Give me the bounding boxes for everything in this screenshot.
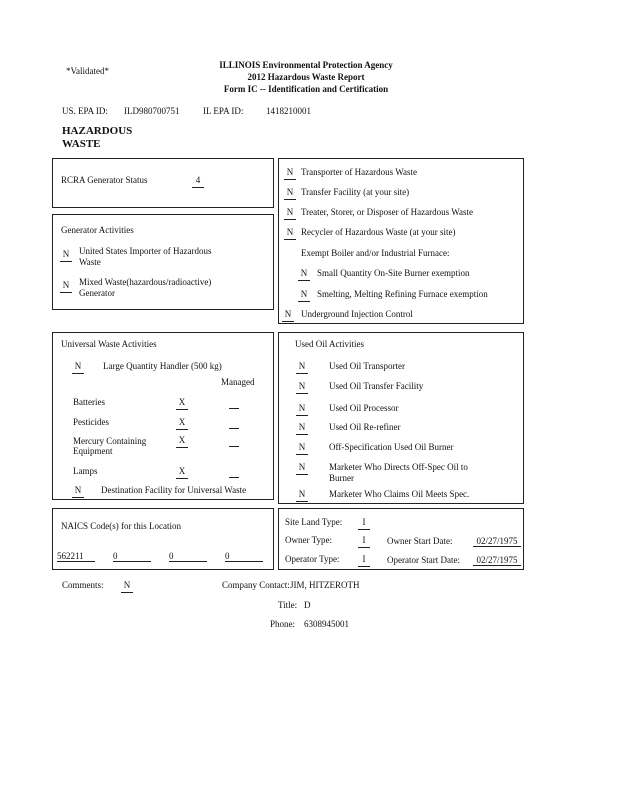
managed-header: Managed bbox=[221, 377, 255, 387]
naics-title: NAICS Code(s) for this Location bbox=[61, 521, 181, 531]
batteries-managed-blank bbox=[229, 408, 239, 409]
transfer-mark: N bbox=[286, 187, 294, 197]
site-land-type-value: I bbox=[359, 517, 369, 527]
destination-label: Destination Facility for Universal Waste bbox=[101, 485, 247, 495]
small-quantity-mark: N bbox=[300, 268, 308, 278]
importer-mark: N bbox=[62, 249, 70, 259]
naics-code-1: 562211 bbox=[57, 551, 95, 562]
company-contact-label: Company Contact: bbox=[222, 580, 290, 590]
universal-waste-box bbox=[52, 332, 274, 500]
mixed-waste-mark: N bbox=[62, 280, 70, 290]
lamps-managed-blank bbox=[229, 477, 239, 478]
marketer-claims-mark: N bbox=[298, 489, 306, 499]
used-oil-processor-mark: N bbox=[298, 403, 306, 413]
transporter-mark: N bbox=[286, 167, 294, 177]
validated-stamp: *Validated* bbox=[66, 66, 109, 76]
generator-activities-title: Generator Activities bbox=[61, 225, 134, 235]
phone-label: Phone: bbox=[270, 619, 296, 629]
naics-code-4: 0 bbox=[225, 551, 263, 562]
owner-type-label: Owner Type: bbox=[285, 535, 332, 545]
batteries-label: Batteries bbox=[73, 397, 105, 407]
operator-start-value: 02/27/1975 bbox=[473, 555, 521, 566]
mercury-label-2: Equipment bbox=[73, 446, 113, 456]
agency-name: ILLINOIS Environmental Protection Agency bbox=[219, 60, 393, 70]
operator-start-label: Operator Start Date: bbox=[387, 555, 460, 565]
lqh-mark: N bbox=[74, 361, 82, 371]
lamps-label: Lamps bbox=[73, 466, 98, 476]
report-title: 2012 Hazardous Waste Report bbox=[247, 72, 365, 82]
destination-mark: N bbox=[74, 485, 82, 495]
mixed-waste-label-2: Generator bbox=[79, 288, 115, 298]
used-oil-rerefiner-mark: N bbox=[298, 422, 306, 432]
pesticides-label: Pesticides bbox=[73, 417, 109, 427]
owner-type-value: I bbox=[359, 535, 369, 545]
uic-label: Underground Injection Control bbox=[301, 309, 413, 319]
mercury-mark: X bbox=[178, 435, 186, 445]
rcra-box bbox=[52, 158, 274, 208]
used-oil-transfer-label: Used Oil Transfer Facility bbox=[329, 381, 424, 391]
generator-activities-box bbox=[52, 214, 274, 310]
used-oil-box bbox=[278, 332, 524, 504]
pesticides-managed-blank bbox=[229, 428, 239, 429]
universal-waste-title: Universal Waste Activities bbox=[61, 339, 157, 349]
lamps-mark: X bbox=[178, 466, 186, 476]
used-oil-processor-label: Used Oil Processor bbox=[329, 403, 399, 413]
site-land-type-label: Site Land Type: bbox=[285, 517, 343, 527]
title-label: Title: bbox=[278, 600, 298, 610]
us-epa-id-label: US. EPA ID: bbox=[62, 106, 108, 116]
marketer-directs-mark: N bbox=[298, 462, 306, 472]
naics-code-3: 0 bbox=[169, 551, 207, 562]
mercury-label-1: Mercury Containing bbox=[73, 436, 147, 446]
owner-start-value: 02/27/1975 bbox=[473, 536, 521, 547]
owner-start-label: Owner Start Date: bbox=[387, 536, 453, 546]
il-epa-id-value: 1418210001 bbox=[266, 106, 311, 116]
operator-type-value: I bbox=[359, 554, 369, 564]
uic-mark: N bbox=[284, 309, 292, 319]
recycler-mark: N bbox=[286, 227, 294, 237]
mercury-managed-blank bbox=[229, 446, 239, 447]
phone-value: 6308945001 bbox=[304, 619, 349, 629]
treater-mark: N bbox=[286, 207, 294, 217]
used-oil-transporter-mark: N bbox=[298, 361, 306, 371]
naics-box bbox=[52, 508, 274, 570]
small-quantity-label: Small Quantity On-Site Burner exemption bbox=[317, 268, 470, 278]
us-epa-id-value: ILD980700751 bbox=[124, 106, 180, 116]
exempt-label: Exempt Boiler and/or Industrial Furnace: bbox=[301, 248, 450, 258]
facility-activities-box bbox=[278, 158, 524, 324]
transfer-label: Transfer Facility (at your site) bbox=[301, 187, 410, 197]
used-oil-title: Used Oil Activities bbox=[295, 339, 364, 349]
recycler-label: Recycler of Hazardous Waste (at your site) bbox=[301, 227, 456, 237]
offspec-burner-label: Off-Specification Used Oil Burner bbox=[329, 442, 454, 452]
comments-label: Comments: bbox=[62, 580, 104, 590]
treater-label: Treater, Storer, or Disposer of Hazardous Waste bbox=[301, 207, 474, 217]
used-oil-transfer-mark: N bbox=[298, 381, 306, 391]
batteries-mark: X bbox=[178, 397, 186, 407]
mixed-waste-label-1: Mixed Waste(hazardous/radioactive) bbox=[79, 277, 212, 287]
naics-code-2: 0 bbox=[113, 551, 151, 562]
importer-label-1: United States Importer of Hazardous bbox=[79, 246, 212, 256]
company-contact-value: JIM, HITZEROTH bbox=[290, 580, 360, 590]
operator-type-label: Operator Type: bbox=[285, 554, 340, 564]
title-value: D bbox=[304, 600, 311, 610]
form-title: Form IC -- Identification and Certification bbox=[223, 84, 389, 94]
comments-value: N bbox=[123, 580, 131, 590]
il-epa-id-label: IL EPA ID: bbox=[203, 106, 244, 116]
section-title-line2: WASTE bbox=[62, 138, 101, 150]
pesticides-mark: X bbox=[178, 417, 186, 427]
smelting-label: Smelting, Melting Refining Furnace exemption bbox=[317, 289, 488, 299]
marketer-claims-label: Marketer Who Claims Oil Meets Spec. bbox=[329, 489, 470, 499]
transporter-label: Transporter of Hazardous Waste bbox=[301, 167, 417, 177]
marketer-directs-label-2: Burner bbox=[329, 473, 354, 483]
site-ownership-box bbox=[278, 508, 524, 570]
importer-label-2: Waste bbox=[79, 257, 101, 267]
marketer-directs-label-1: Marketer Who Directs Off-Spec Oil to bbox=[329, 462, 468, 472]
rcra-value: 4 bbox=[193, 175, 203, 185]
offspec-burner-mark: N bbox=[298, 442, 306, 452]
section-title-line1: HAZARDOUS bbox=[62, 125, 133, 137]
rcra-label: RCRA Generator Status bbox=[61, 175, 148, 185]
used-oil-transporter-label: Used Oil Transporter bbox=[329, 361, 405, 371]
smelting-mark: N bbox=[300, 289, 308, 299]
used-oil-rerefiner-label: Used Oil Re-refiner bbox=[329, 422, 401, 432]
lqh-label: Large Quantity Handler (500 kg) bbox=[103, 361, 222, 371]
